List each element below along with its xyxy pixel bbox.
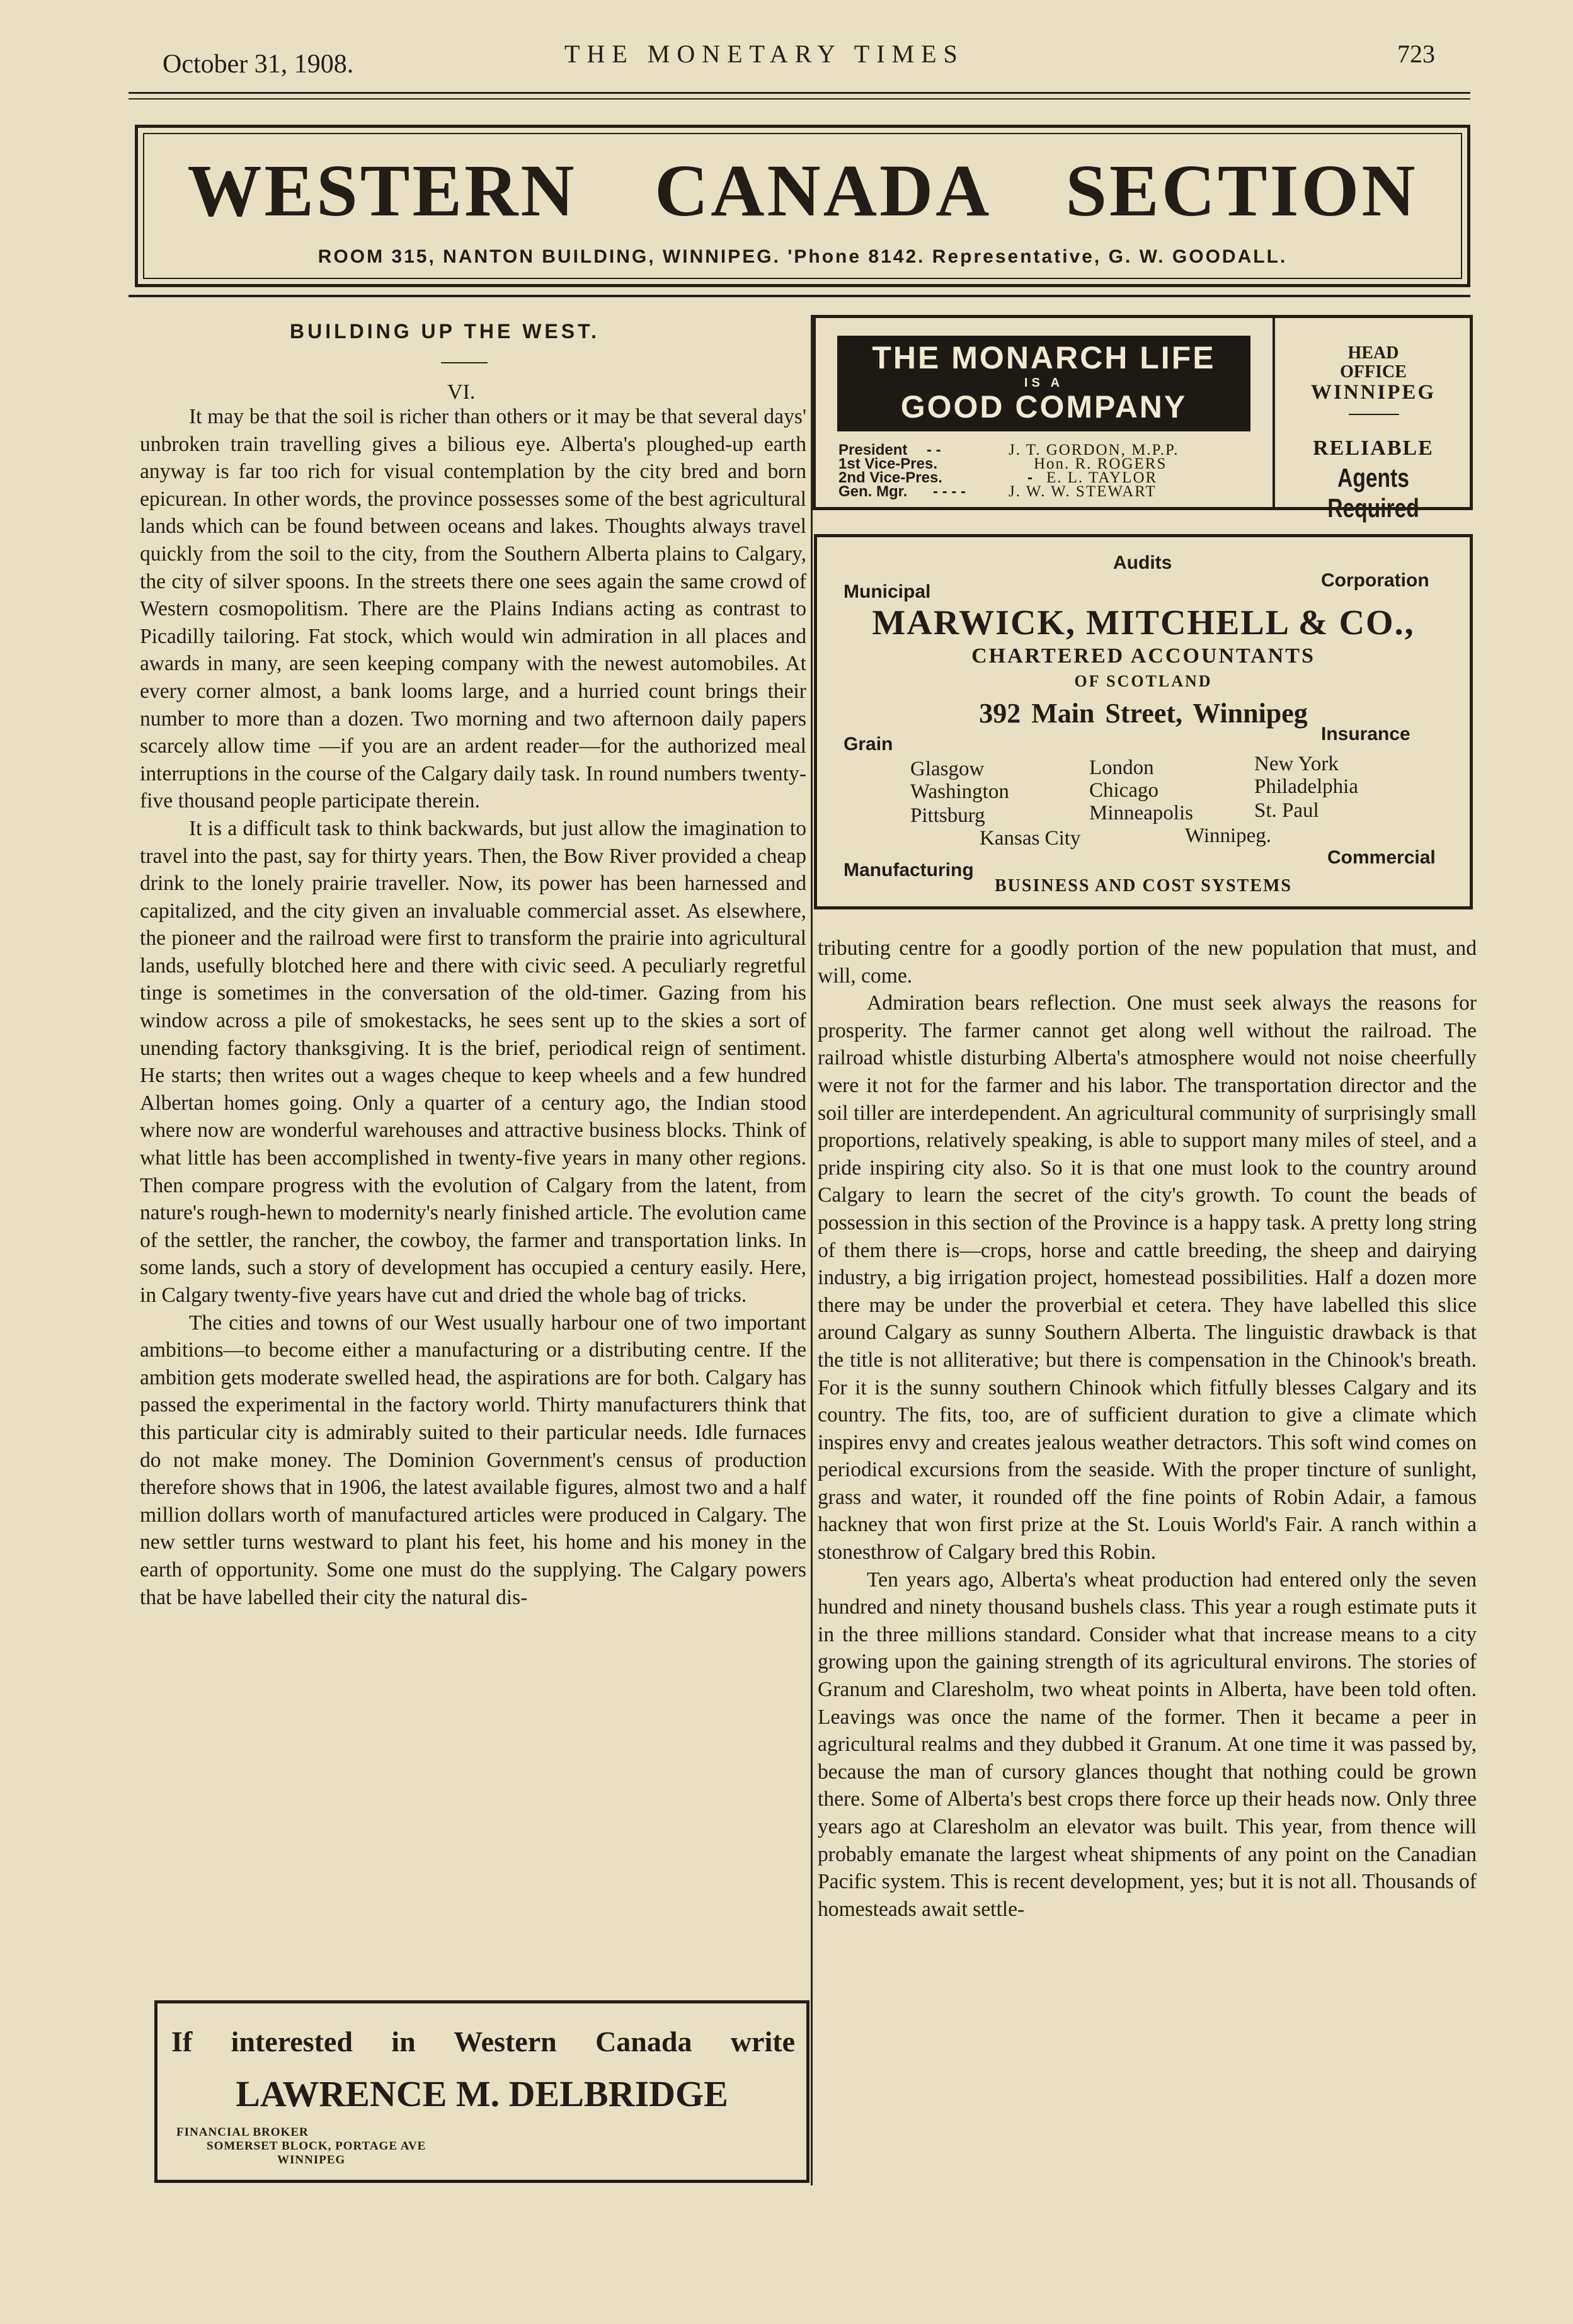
office-city: St. Paul: [1254, 799, 1319, 822]
article-paragraph: Admiration bears reflection. One must seek always the reasons for prosperity. The farmer cannot get along well without the railroad. The railroad whistle disturbing Alberta's atmosphere would not noise cheerfully were it not for the farmer and his labor. The transportation director and the soil tiller are interdependent. An agricultural community of surprisingly small proportions, relatively speaking, is able to support many miles of steel, and a pride inspiring city also. So it is that one must look to the country around Calgary to learn the secret of the city's growth. To count the beads of possession in this section of the Province is a happy task. A pretty long string of them there is—crops, horse and cattle breeding, the sheep and dairying industry, a big irrigation project, homestead possibilities. Half a dozen more there may be under the proverbial et cetera. They have labelled this slice around Calgary as sunny Southern Alberta. The linguistic drawback is that the title is not alliterative; but there is compensation in the Chinook's breath. For it is the sunny southern Chinook which fitfully blesses Calgary and its country. The fits, too, are of sufficient duration to give a climate which inspires envy and creates jealous weather detractors. This soft wind comes on periodical excursions from the seaside. With the proper tincture of sunlight, grass and water, it rounded off the fine points of Robin Adair, a famous hackney that won first prize at the St. Louis World's Fair. A ranch within a stonesthrow of Calgary bred this Robin.: [818, 991, 1477, 1564]
delbridge-occupation: FINANCIAL BROKER: [176, 2126, 309, 2139]
officer-dash: - -: [927, 441, 941, 459]
article-part-number: VI.: [447, 380, 476, 404]
delbridge-address: SOMERSET BLOCK, PORTAGE AVE: [207, 2139, 426, 2153]
monarch-line-1: THE MONARCH LIFE: [872, 340, 1216, 375]
delbridge-invitation: If interested in Western Canada write: [171, 2025, 795, 2058]
firm-name: MARWICK, MITCHELL & CO.,: [872, 603, 1415, 642]
article-paragraph: Ten years ago, Alberta's wheat production had entered only the seven hundred and ninety thousand bushels class. This year a rough estimate puts it in the three millions standard. Consider what that increase means to a city growing upon the gaining strength of its agricultural environs. The stories of Granum and Claresholm, two wheat points in Alberta, have been told often. Leavings was once the name of the former. Then it became a peer in agricultural realms and they dubbed it Granum. At one time it was passed by, because the man of cursory glances thought that nothing could be grown there. Some of Alberta's best crops there force up their heads now. Only three years ago at Claresholm an elevator was built. This year, from thence will probably emanate the largest wheat shipments of any point on the Canadian Pacific system. This is recent development, yes; but it is not all. Thousands of homesteads await settle-: [818, 1568, 1477, 1921]
officer-role: Gen. Mgr.: [838, 483, 908, 500]
manufacturing-label: Manufacturing: [844, 860, 974, 880]
section-subtitle: ROOM 315, NANTON BUILDING, WINNIPEG. 'Phone 8142. Representative, G. W. GOODALL.: [317, 246, 1288, 267]
corporation-label: Corporation: [1321, 570, 1429, 591]
office-city: New York: [1254, 753, 1339, 775]
article-paragraph: It may be that the soil is richer than others or it may be that several days' unbroken train travelling gives a bilious eye. Alberta's ploughed-up earth anyway is far too rich for visual contemplation by the city bred and born epicurean. In other words, the province possesses some of the best agricultural lands which can be found between oceans and lakes. Thoughts always travel quickly from the soil to the city, from the Southern Alberta plains to Calgary, the city of silver spoons. In the streets there one sees again the same crowd of Western cosmopolitism. There are the Plains Indians acting as contrast to Picadilly tailoring. Fat stock, which would win admiration in all places and awards in many, are seen keeping company with the newest automobiles. At every corner almost, a bank looms large, and a hurried count brings their number to more than a dozen. Two morning and two afternoon daily papers scarcely allow time —if you are an ardent reader—for the authorized meal interruptions in the course of the Calgary daily task. In round numbers twenty-five thousand people participate therein.: [140, 405, 806, 813]
article-paragraph: The cities and towns of our West usually harbour one of two important ambitions—to become either a manufacturing or a distributing centre. If the ambition gets moderate swelled head, the aspirations are for both. Calgary has passed the experimental in the factory world. Thirty manufacturers think that this particular city is admirably suited to their particular needs. Idle furnaces do not make money. The Dominion Government's census of production therefore shows that in 1906, the latest available figures, almost two and a half million dollars worth of manufactured articles were produced in Calgary. The new settler turns westward to plant his feet, his home and his money in the earth of opportunity. Some one must do the supplying. The Calgary powers that be have labelled their city the natural dis-: [140, 1311, 806, 1609]
office-city: Glasgow: [910, 758, 985, 780]
grain-label: Grain: [844, 734, 893, 755]
monarch-line-isa: IS A: [1024, 376, 1064, 390]
commercial-label: Commercial: [1327, 847, 1436, 868]
office-city: Chicago: [1089, 779, 1158, 802]
column-divider: [811, 315, 813, 2185]
delbridge-city: WINNIPEG: [277, 2153, 346, 2167]
reliable-label: RELIABLE: [1313, 436, 1434, 460]
officer-role: 2nd Vice-Pres.: [838, 469, 942, 486]
delbridge-name: LAWRENCE M. DELBRIDGE: [236, 2073, 728, 2114]
officer-dash: - - - -: [933, 483, 966, 500]
office-city: London: [1089, 756, 1154, 779]
municipal-label: Municipal: [844, 581, 931, 602]
banner-rule: [129, 295, 1470, 297]
officer-name: J. W. W. STEWART: [1009, 483, 1157, 500]
running-head-page-number: 723: [1397, 40, 1435, 68]
office-city: Washington: [910, 780, 1009, 803]
article-paragraph: tributing centre for a goodly portion of the new population that must, and will, come.: [818, 937, 1477, 988]
monarch-divider: [1273, 318, 1275, 507]
office-city: Pittsburg: [910, 804, 985, 827]
head-office-rule: [1349, 414, 1399, 415]
officer-name: E. L. TAYLOR: [1046, 469, 1158, 486]
delbridge-ad: [154, 2000, 809, 2183]
header-rule-top: [129, 92, 1470, 94]
of-scotland: OF SCOTLAND: [1074, 672, 1213, 690]
insurance-label: Insurance: [1321, 724, 1410, 744]
officer-role: President: [838, 441, 908, 459]
article-column-2: [818, 935, 1477, 1923]
officer-name: Hon. R. ROGERS: [1034, 455, 1167, 472]
monarch-life-ad: [813, 315, 1473, 523]
business-systems: BUSINESS AND COST SYSTEMS: [995, 876, 1292, 896]
header-rule-bottom: [129, 98, 1470, 100]
office-city: Minneapolis: [1089, 802, 1193, 824]
firm-address: 392 Main Street, Winnipeg: [979, 698, 1308, 729]
article-title-rule: [441, 362, 488, 363]
officer-name: J. T. GORDON, M.P.P.: [1009, 441, 1179, 459]
chartered-accountants: CHARTERED ACCOUNTANTS: [971, 644, 1315, 668]
section-banner: [135, 125, 1470, 287]
article-paragraph: It is a difficult task to think backwards, but just allow the imagination to travel into the past, say for thirty years. Then, the Bow River provided a cheap drink to the lonely prairie traveller. Now, its power has been harnessed and capitalized, and the city given an invaluable commercial asset. As elsewhere, the pioneer and the railroad were first to transform the prairie into agricultural lands, usefully blotched here and there with civic seed. A peculiarly regretful tinge is sometimes in the conversation of the old-timer. Gazing from his window across a pile of smokestacks, he sees sent up to the skies a sort of unending factory thanksgiving. It is the brief, periodical reign of sentiment. He starts; then writes out a wages cheque to keep wheels and a few hundred Albertan homes going. Only a quarter of a century ago, the Indian stood where now are wonderful warehouses and attractive business blocks. Think of what little has been accomplished in twenty-five years in many other regions. Then compare progress with the evolution of Calgary from the latent, from nature's rough-hewn to modernity's nearly finished article. The evolution came of the settler, the rancher, the cowboy, the farmer and transportation links. In some lands, such a story of development has occupied a century easily. Here, in Calgary twenty-five years have cut and dried the whole bag of tricks.: [140, 816, 806, 1307]
head-office-line-2: OFFICE: [1340, 362, 1407, 382]
marwick-mitchell-ad: [814, 534, 1473, 909]
audits-label: Audits: [1113, 552, 1172, 573]
article-column-1: [140, 403, 806, 1611]
head-office-line-1: HEAD: [1347, 343, 1399, 363]
officer-dash: -: [1027, 469, 1032, 486]
office-city: Winnipeg.: [1185, 824, 1272, 847]
section-title: WESTERN CANADA SECTION: [187, 149, 1418, 232]
article-title: BUILDING UP THE WEST.: [290, 320, 600, 343]
running-head-date: October 31, 1908.: [163, 50, 354, 79]
running-head-publication: THE MONETARY TIMES: [564, 40, 964, 68]
agents-required-label: Agents Required: [1327, 463, 1419, 523]
head-office-city: WINNIPEG: [1310, 381, 1436, 404]
office-city: Kansas City: [980, 827, 1081, 850]
monarch-line-2: GOOD COMPANY: [900, 389, 1187, 424]
officer-role: 1st Vice-Pres.: [838, 455, 937, 472]
monarch-life-logo-box: [837, 336, 1250, 431]
office-city: Philadelphia: [1254, 775, 1358, 798]
